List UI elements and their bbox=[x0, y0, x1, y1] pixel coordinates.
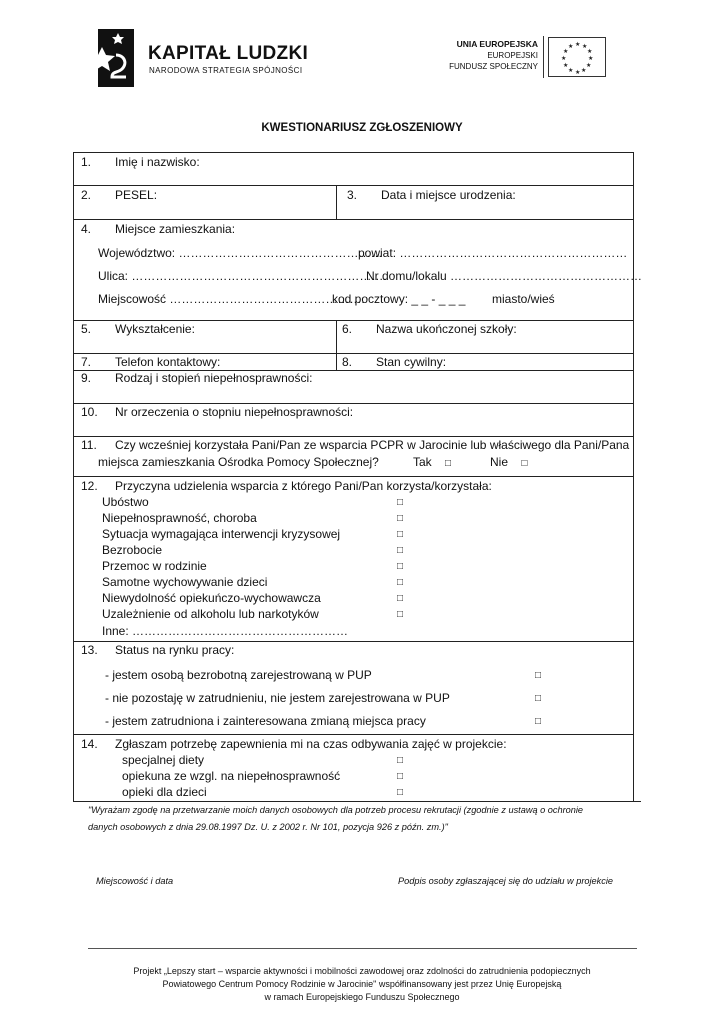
row-6-school[interactable] bbox=[336, 320, 634, 354]
needs-checkbox[interactable]: □ bbox=[397, 771, 404, 782]
row-11-num: 11. bbox=[81, 438, 97, 452]
consent-line-1: "Wyrażam zgodę na przetwarzanie moich danych osobowych dla potrzeb procesu rekrutacji (zgodnie z ustawą o ochronie bbox=[88, 805, 584, 815]
needs-label: specjalnej diety bbox=[122, 753, 205, 767]
row-7-phone[interactable] bbox=[73, 353, 337, 371]
row-4-address bbox=[73, 219, 643, 321]
row-8-num: 8. bbox=[342, 355, 353, 369]
row-3-label: Data i miejsce urodzenia: bbox=[381, 188, 516, 202]
reason-option[interactable] bbox=[102, 495, 582, 511]
row-5-label: Wykształcenie: bbox=[115, 322, 195, 336]
county-field[interactable]: powiat: ………………………………………………… bbox=[358, 246, 628, 260]
svg-text:★: ★ bbox=[575, 41, 581, 48]
labour-option[interactable] bbox=[105, 668, 605, 684]
row-9-num: 9. bbox=[81, 371, 92, 385]
row-4-label: Miejsce zamieszkania: bbox=[115, 222, 236, 236]
row-3-birth[interactable] bbox=[336, 185, 634, 220]
reason-label: Ubóstwo bbox=[102, 495, 149, 509]
row-1-label: Imię i nazwisko: bbox=[115, 155, 200, 169]
no-label: Nie bbox=[490, 455, 509, 469]
row-7-num: 7. bbox=[81, 355, 92, 369]
labour-label: - nie pozostaję w zatrudnieniu, nie jestem zarejestrowana w PUP bbox=[105, 691, 450, 705]
yes-option[interactable] bbox=[413, 455, 451, 469]
reason-option[interactable] bbox=[102, 591, 582, 607]
labour-option[interactable] bbox=[105, 714, 605, 730]
row-6-num: 6. bbox=[342, 322, 353, 336]
reason-label: Niewydolność opiekuńczo-wychowawcza bbox=[102, 591, 321, 605]
needs-checkbox[interactable]: □ bbox=[397, 787, 404, 798]
house-number-field[interactable]: Nr domu/lokalu ………………………………………… bbox=[366, 269, 643, 283]
reason-label: Uzależnienie od alkoholu lub narkotyków bbox=[102, 607, 319, 621]
svg-text:★: ★ bbox=[575, 69, 581, 76]
footer-line-1: Projekt „Lepszy start – wsparcie aktywności i mobilności zawodowej oraz zdolności do zatrudnienia podopiecznych bbox=[133, 966, 591, 976]
row-1-name[interactable] bbox=[73, 152, 634, 186]
svg-text:★: ★ bbox=[563, 48, 569, 55]
reason-label: Niepełnosprawność, choroba bbox=[102, 511, 257, 525]
eu-line3: FUNDUSZ SPOŁECZNY bbox=[449, 62, 538, 71]
svg-text:★: ★ bbox=[561, 55, 567, 62]
needs-option[interactable] bbox=[122, 753, 522, 769]
row-9-label: Rodzaj i stopień niepełnosprawności: bbox=[115, 371, 313, 385]
row-5-num: 5. bbox=[81, 322, 92, 336]
svg-text:★: ★ bbox=[586, 62, 592, 69]
row-5-education[interactable] bbox=[73, 320, 337, 354]
no-checkbox[interactable]: □ bbox=[521, 458, 528, 469]
kapital-ludzki-emblem-icon bbox=[88, 25, 134, 89]
footer-line-2: Powiatowego Centrum Pomocy Rodzinie w Jarocinie" współfinansowany jest przez Unię Europejską bbox=[162, 979, 562, 989]
row-8-marital[interactable] bbox=[336, 353, 634, 371]
row-11-label: Czy wcześniej korzystała Pani/Pan ze wsparcia PCPR w Jarocinie lub właściwego dla Pani/Pana bbox=[115, 438, 630, 452]
signature-label: Podpis osoby zgłaszającej się do udziału w projekcie bbox=[398, 876, 614, 886]
svg-text:★: ★ bbox=[587, 48, 593, 55]
place-date-label: Miejscowość i data bbox=[96, 876, 174, 886]
eu-line2: EUROPEJSKI bbox=[487, 51, 538, 60]
kl-subtitle: NARODOWA STRATEGIA SPÓJNOŚCI bbox=[149, 66, 303, 75]
street-field[interactable]: Ulica: ………………………………………………………. bbox=[98, 269, 387, 283]
needs-option[interactable] bbox=[122, 769, 522, 785]
row-3-num: 3. bbox=[347, 188, 358, 202]
row-13-labour-status bbox=[73, 641, 634, 735]
row-12-reason bbox=[73, 476, 634, 642]
row-1-num: 1. bbox=[81, 155, 92, 169]
row-7-label: Telefon kontaktowy: bbox=[115, 355, 221, 369]
row-2-pesel[interactable] bbox=[73, 185, 337, 220]
row-2-num: 2. bbox=[81, 188, 92, 202]
yes-checkbox[interactable]: □ bbox=[445, 458, 452, 469]
reason-option[interactable] bbox=[102, 575, 582, 591]
svg-text:★: ★ bbox=[568, 43, 574, 50]
reason-checkbox[interactable]: □ bbox=[397, 497, 404, 508]
reason-checkbox[interactable]: □ bbox=[397, 593, 404, 604]
labour-option[interactable] bbox=[105, 691, 605, 707]
reason-option[interactable] bbox=[102, 559, 582, 575]
reason-label: Sytuacja wymagająca interwencji kryzysowej bbox=[102, 527, 341, 541]
reason-label: Samotne wychowywanie dzieci bbox=[102, 575, 268, 589]
reason-option[interactable] bbox=[102, 607, 582, 623]
svg-text:★: ★ bbox=[582, 43, 588, 50]
row-13-num: 13. bbox=[81, 643, 98, 657]
row-10-certificate[interactable] bbox=[73, 403, 634, 437]
footer-rule bbox=[88, 948, 637, 949]
consent-line-2: danych osobowych z dnia 29.08.1997 Dz. U. z 2002 r. Nr 101, pozycja 926 z późn. zm.)" bbox=[88, 822, 448, 832]
reason-checkbox[interactable]: □ bbox=[397, 561, 404, 572]
reason-checkbox[interactable]: □ bbox=[397, 529, 404, 540]
svg-text:★: ★ bbox=[568, 67, 574, 74]
labour-checkbox[interactable]: □ bbox=[535, 693, 542, 704]
yes-label: Tak bbox=[413, 455, 432, 469]
reason-checkbox[interactable]: □ bbox=[397, 545, 404, 556]
reason-option[interactable] bbox=[102, 527, 582, 543]
row-14-needs bbox=[73, 734, 634, 802]
row-11-label2: miejsca zamieszkania Ośrodka Pomocy Społecznej? bbox=[98, 455, 379, 469]
row-2-label: PESEL: bbox=[115, 188, 158, 202]
reason-label: Przemoc w rodzinie bbox=[102, 559, 207, 573]
kapital-ludzki-logo bbox=[88, 25, 309, 89]
row-14-label: Zgłaszam potrzebę zapewnienia mi na czas odbywania zajęć w projekcie: bbox=[115, 737, 507, 751]
row-10-num: 10. bbox=[81, 405, 98, 419]
table-bottom-rule bbox=[73, 801, 641, 802]
row-6-label: Nazwa ukończonej szkoły: bbox=[376, 322, 517, 336]
reason-option[interactable] bbox=[102, 543, 582, 559]
kl-title: KAPITAŁ LUDZKI bbox=[148, 43, 309, 64]
svg-text:★: ★ bbox=[588, 55, 594, 62]
svg-text:★: ★ bbox=[563, 62, 569, 69]
city-village-field[interactable]: miasto/wieś bbox=[492, 292, 555, 306]
svg-text:★: ★ bbox=[581, 67, 587, 74]
reason-label: Bezrobocie bbox=[102, 543, 163, 557]
labour-checkbox[interactable]: □ bbox=[535, 670, 542, 681]
labour-label: - jestem osobą bezrobotną zarejestrowaną w PUP bbox=[105, 668, 372, 682]
row-12-label: Przyczyna udzielenia wsparcia z którego Pani/Pan korzysta/korzystała: bbox=[115, 479, 492, 493]
needs-option[interactable] bbox=[122, 785, 522, 801]
row-11-previous-support bbox=[73, 436, 634, 477]
footer-line-3: w ramach Europejskiego Funduszu Społecznego bbox=[264, 992, 460, 1002]
voivodeship-field[interactable]: Województwo: …………………………………………… bbox=[98, 246, 383, 260]
reason-checkbox[interactable]: □ bbox=[397, 577, 404, 588]
reason-checkbox[interactable]: □ bbox=[397, 513, 404, 524]
form-title: KWESTIONARIUSZ ZGŁOSZENIOWY bbox=[261, 122, 463, 134]
row-12-num: 12. bbox=[81, 479, 98, 493]
eu-logo bbox=[440, 36, 610, 78]
city-field[interactable]: Miejscowość …………………………………………. bbox=[98, 292, 365, 306]
needs-label: opieki dla dzieci bbox=[122, 785, 207, 799]
row-9-disability[interactable] bbox=[73, 370, 634, 404]
eu-flag-icon bbox=[548, 37, 606, 77]
row-8-label: Stan cywilny: bbox=[376, 355, 447, 369]
row-10-label: Nr orzeczenia o stopniu niepełnosprawności: bbox=[115, 405, 354, 419]
labour-checkbox[interactable]: □ bbox=[535, 716, 542, 727]
eu-line1: UNIA EUROPEJSKA bbox=[456, 39, 538, 49]
needs-label: opiekuna ze wzgl. na niepełnosprawność bbox=[122, 769, 341, 783]
reason-checkbox[interactable]: □ bbox=[397, 609, 404, 620]
row-14-num: 14. bbox=[81, 737, 98, 751]
reason-other-field[interactable]: Inne: ……………………………………………… bbox=[102, 624, 349, 638]
postal-code-field[interactable]: kod pocztowy: _ _ - _ _ _ bbox=[332, 292, 466, 306]
needs-checkbox[interactable]: □ bbox=[397, 755, 404, 766]
reason-option[interactable] bbox=[102, 511, 582, 527]
no-option[interactable] bbox=[490, 455, 527, 469]
row-13-label: Status na rynku pracy: bbox=[115, 643, 235, 657]
row-4-num: 4. bbox=[81, 222, 92, 236]
labour-label: - jestem zatrudniona i zainteresowana zmianą miejsca pracy bbox=[105, 714, 426, 728]
